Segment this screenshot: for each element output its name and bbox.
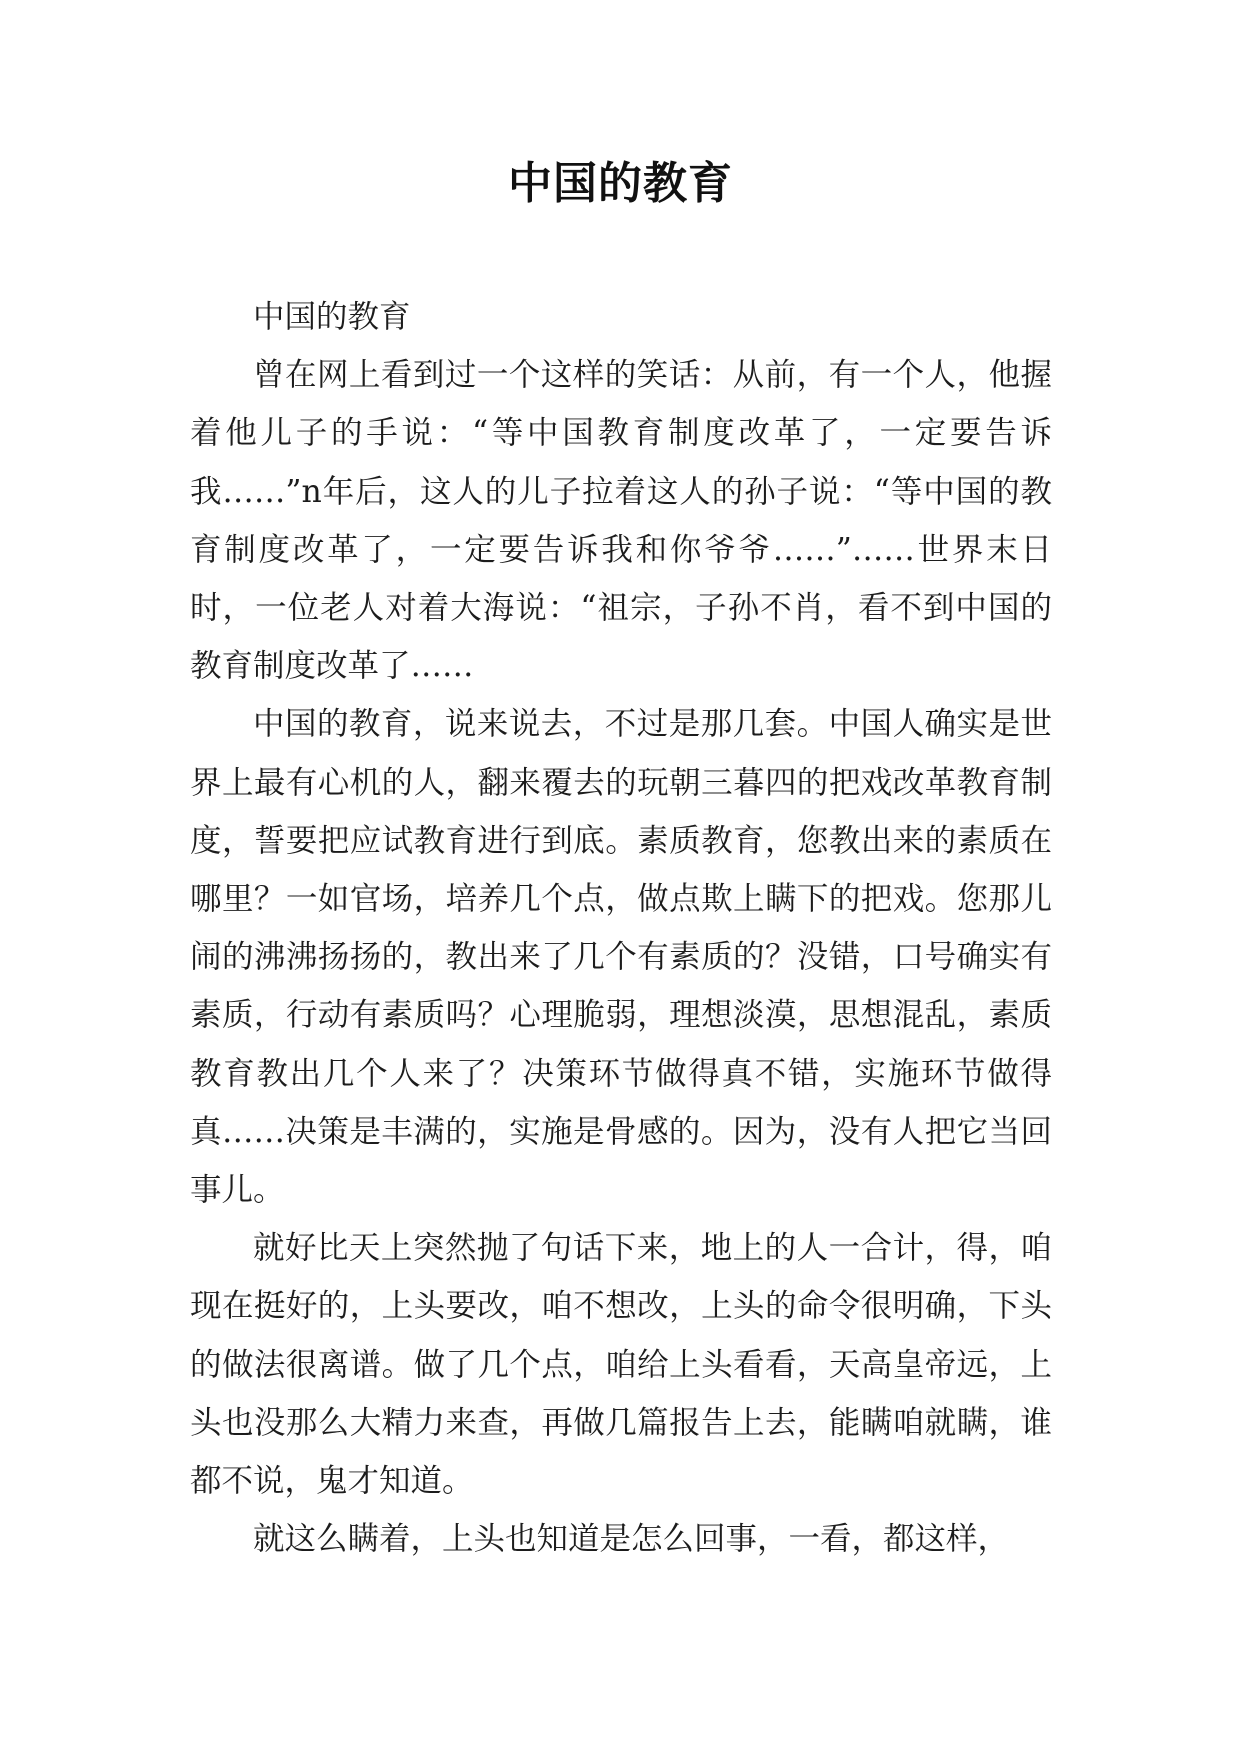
document-title: 中国的教育 [508, 158, 733, 209]
paragraph: 就这么瞒着，上头也知道是怎么回事，一看，都这样， [253, 1521, 1010, 1558]
paragraph: 曾在网上看到过一个这样的笑话：从前，有一个人，他握着他儿子的手说：“等中国教育制度改革了，一定要告诉我……”n年后，这人的儿子拉着这人的孙子说：“等中国的教育制度改革了，一定要告诉我和你爷爷……”……世界末日时，一位老人对着大海说：“祖宗，子孙不肖，看不到中国的教育制度改革了…… [190, 357, 1052, 685]
paragraph: 就好比天上突然抛了句话下来，地上的人一合计，得，咱现在挺好的，上头要改，咱不想改，上头的命令很明确，下头的做法很离谱。做了几个点，咱给上头看看，天高皇帝远，上头也没那么大精力来查，再做几篇报告上去，能瞒咱就瞒，谁都不说，鬼才知道。 [190, 1230, 1052, 1500]
paragraph-heading: 中国的教育 [253, 299, 411, 335]
paragraph: 中国的教育，说来说去，不过是那几套。中国人确实是世界上最有心机的人，翻来覆去的玩朝三暮四的把戏改革教育制度，誓要把应试教育进行到底。素质教育，您教出来的素质在哪里？一如官场，培养几个点，做点欺上瞒下的把戏。您那儿闹的沸沸扬扬的，教出来了几个有素质的？没错，口号确实有素质，行动有素质吗？心理脆弱，理想淡漠，思想混乱，素质教育教出几个人来了？决策环节做得真不错，实施环节做得真……决策是丰满的，实施是骨感的。因为，没有人把它当回事儿。 [190, 706, 1052, 1209]
document-body [190, 288, 1052, 1568]
